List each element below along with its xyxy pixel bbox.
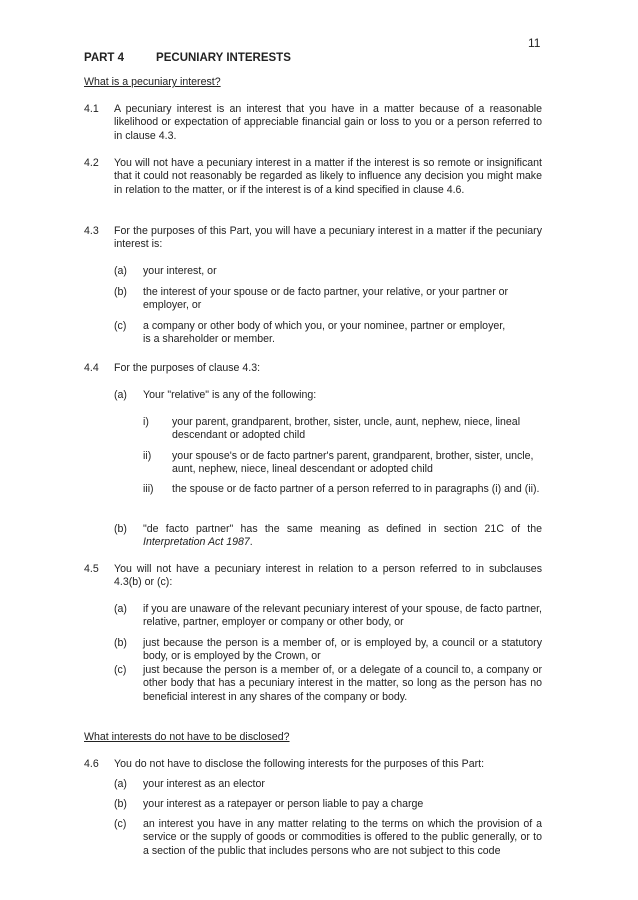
item-label: (c) bbox=[114, 320, 127, 332]
clause-number: 4.5 bbox=[84, 563, 99, 575]
item-text: your interest as a ratepayer or person liable to pay a charge bbox=[143, 798, 424, 810]
clause-text: For the purposes of this Part, you will have a pecuniary interest in a matter if the pecuniary interest is: bbox=[114, 225, 542, 251]
item-label: (c) bbox=[114, 818, 127, 830]
clause-text: You do not have to disclose the following interests for the purposes of this Part: bbox=[114, 758, 485, 770]
clause-text: For the purposes of clause 4.3: bbox=[114, 362, 261, 374]
item-label: (a) bbox=[114, 265, 127, 277]
item-text: an interest you have in any matter relating to the terms on which the provision of a service or the supply of goods or commodities is offered to the public generally, or to a section of the public that includes persons who are not subject to this code bbox=[143, 818, 542, 857]
roman-label: i) bbox=[143, 416, 149, 428]
roman-text: the spouse or de facto partner of a person referred to in paragraphs (i) and (ii). bbox=[172, 483, 540, 495]
roman-label: ii) bbox=[143, 450, 152, 462]
section-heading-not-disclosed: What interests do not have to be disclosed? bbox=[84, 731, 290, 743]
item-text: if you are unaware of the relevant pecuniary interest of your spouse, de facto partner, relative, partner, employer or company or other body, or bbox=[143, 603, 542, 629]
item-text: a company or other body of which you, or your nominee, partner or employer, is a shareholder or member. bbox=[143, 320, 506, 346]
page-number: 11 bbox=[528, 36, 541, 50]
item-text: Your "relative" is any of the following: bbox=[143, 389, 317, 401]
clause-number: 4.2 bbox=[84, 157, 99, 169]
clause-number: 4.6 bbox=[84, 758, 99, 770]
definition-end: . bbox=[249, 536, 253, 549]
clause-text: A pecuniary interest is an interest that you have in a matter because of a reasonable likelihood or expectation of appreciable financial gain or loss to you or a person referred to in clause 4.3. bbox=[114, 103, 542, 142]
part-title bbox=[84, 52, 291, 65]
clause-number: 4.4 bbox=[84, 362, 99, 374]
item-text: the interest of your spouse or de facto partner, your relative, or your partner or employer, or bbox=[143, 286, 509, 312]
clause-text: You will not have a pecuniary interest in relation to a person referred to in subclauses 4.3(b) or (c): bbox=[114, 563, 542, 589]
item-text: just because the person is a member of, or is employed by, a council or a statutory body, or is employed by the Crown, or bbox=[143, 637, 542, 663]
roman-text: your spouse's or de facto partner's parent, grandparent, brother, sister, uncle, aunt, nephew, niece, lineal descendant or adopted child bbox=[172, 450, 534, 476]
item-label: (b) bbox=[114, 637, 127, 649]
item-text: just because the person is a member of, or a delegate of a council to, a company or other body that has a pecuniary interest in the matter, so long as the person has no beneficial interest in any shares of the company or body. bbox=[143, 664, 542, 703]
act-title: Interpretation Act 1987 bbox=[143, 536, 250, 549]
item-text: your interest as an elector bbox=[143, 778, 265, 790]
part-name: PECUNIARY INTERESTS bbox=[156, 52, 291, 64]
item-label: (b) bbox=[114, 286, 127, 298]
clause-number: 4.3 bbox=[84, 225, 99, 237]
item-label: (a) bbox=[114, 778, 127, 790]
item-label: (a) bbox=[114, 389, 127, 401]
clause-text: You will not have a pecuniary interest in a matter if the interest is so remote or insignificant that it could not reasonably be regarded as likely to influence any decision you might make in relation to the matter, or if the interest is of a kind specified in clause 4.6. bbox=[114, 157, 542, 196]
item-text bbox=[143, 523, 542, 550]
definition-text: "de facto partner" has the same meaning as defined in section 21C of the bbox=[143, 523, 542, 535]
roman-text: your parent, grandparent, brother, sister, uncle, aunt, nephew, niece, lineal descendant or adopted child bbox=[172, 416, 521, 442]
roman-label: iii) bbox=[143, 483, 154, 495]
section-heading-pecuniary: What is a pecuniary interest? bbox=[84, 76, 221, 88]
part-label: PART 4 bbox=[84, 52, 125, 64]
item-label: (b) bbox=[114, 798, 127, 810]
item-text: your interest, or bbox=[143, 265, 217, 277]
item-label: (c) bbox=[114, 664, 127, 676]
clause-number: 4.1 bbox=[84, 103, 99, 115]
item-label: (a) bbox=[114, 603, 127, 615]
item-label: (b) bbox=[114, 523, 127, 535]
